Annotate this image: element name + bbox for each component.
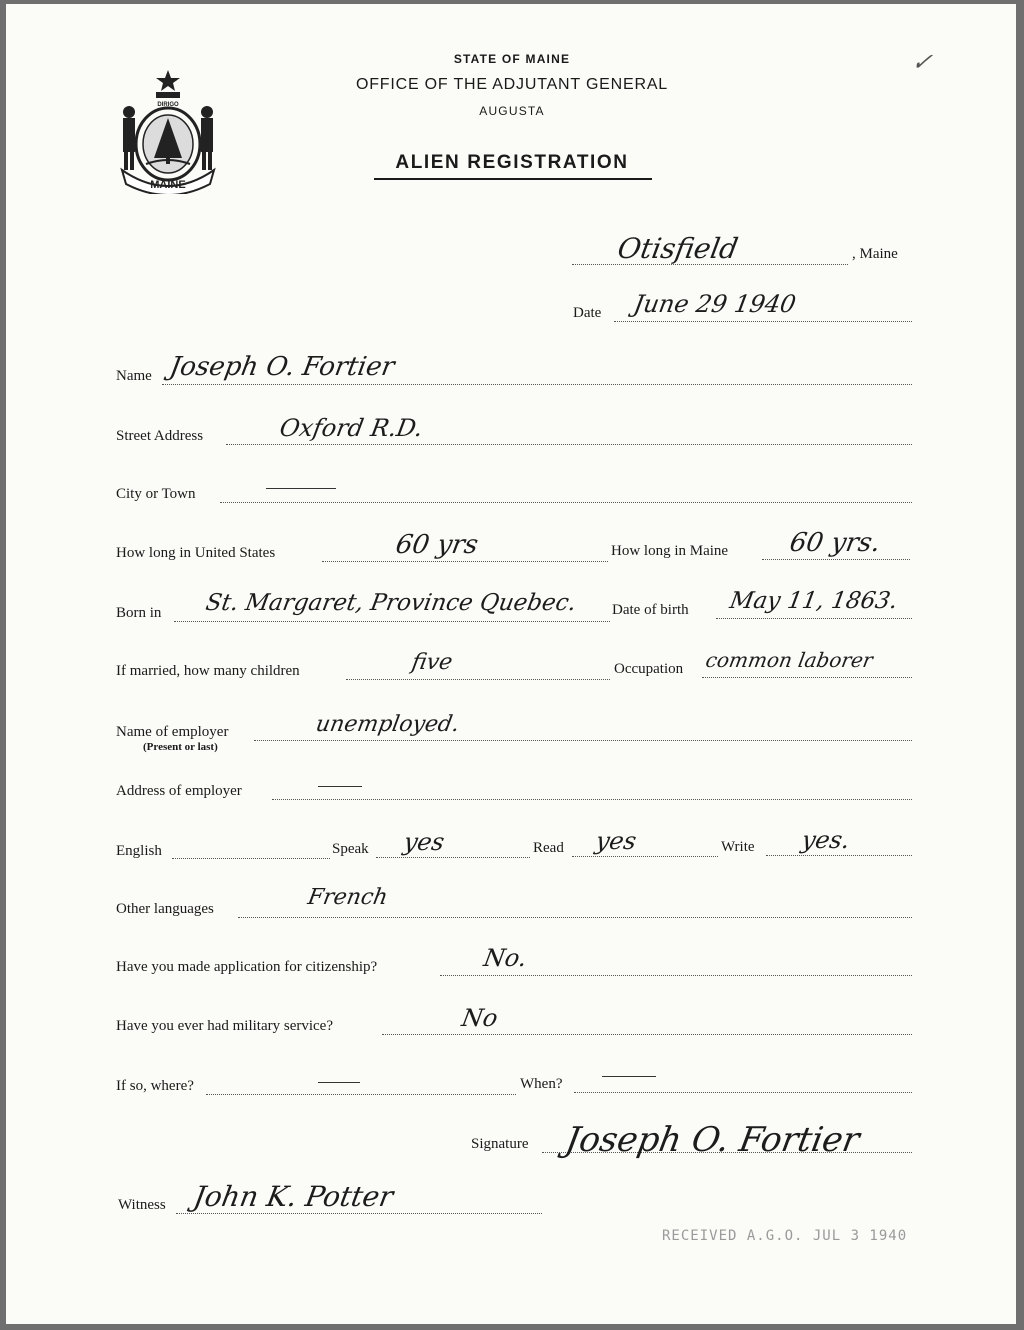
signature-label: Signature (471, 1136, 529, 1152)
street-value: Oxford R.D. (277, 414, 426, 442)
employer-value: unemployed. (313, 712, 462, 737)
birth-date-dots (716, 618, 912, 619)
read-value: yes (593, 827, 639, 855)
date-label: Date (573, 305, 602, 321)
born-in-value: St. Margaret, Province Quebec. (203, 590, 579, 616)
header-city: AUGUSTA (479, 104, 545, 118)
employer-address-dots (272, 799, 912, 800)
citizenship-dots (440, 975, 912, 976)
where-dash (318, 1082, 360, 1083)
children-label: If married, how many children (116, 663, 300, 679)
maine-duration-label: How long in Maine (611, 543, 729, 559)
birth-date-label: Date of birth (612, 602, 689, 618)
where-dots (206, 1094, 516, 1095)
military-label: Have you ever had military service? (116, 1018, 333, 1034)
when-label: When? (520, 1076, 563, 1092)
maine-duration-dots (762, 559, 910, 560)
check-mark: ✓ (909, 48, 935, 76)
born-in-label: Born in (116, 605, 162, 621)
other-languages-label: Other languages (116, 901, 214, 917)
where-label: If so, where? (116, 1078, 194, 1094)
street-dots (226, 444, 912, 445)
write-value: yes. (799, 826, 853, 854)
city-dots (220, 502, 912, 503)
military-dots (382, 1034, 912, 1035)
witness-dots (176, 1213, 542, 1214)
date-value: June 29 1940 (631, 290, 799, 318)
when-dash (602, 1076, 656, 1077)
date-dots (614, 321, 912, 322)
us-duration-label: How long in United States (116, 545, 276, 561)
english-dots (172, 858, 330, 859)
speak-label: Speak (332, 841, 369, 857)
witness-label: Witness (118, 1197, 166, 1213)
street-label: Street Address (116, 428, 204, 444)
birth-date-value: May 11, 1863. (727, 588, 900, 614)
place-suffix: , Maine (852, 246, 898, 262)
employer-dots (254, 740, 912, 741)
header-office: OFFICE OF THE ADJUTANT GENERAL (355, 76, 669, 93)
other-languages-value: French (305, 885, 390, 910)
born-in-dots (174, 621, 610, 622)
when-dots (574, 1092, 912, 1093)
employer-sublabel: (Present or last) (143, 741, 218, 753)
write-dots (766, 855, 912, 856)
occupation-dots (702, 677, 912, 678)
children-value: five (409, 650, 455, 675)
received-stamp: RECEIVED A.G.O. JUL 3 1940 (662, 1228, 908, 1244)
maine-duration-value: 60 yrs. (787, 528, 883, 558)
name-value: Joseph O. Fortier (167, 352, 397, 382)
title-underline (374, 178, 652, 180)
occupation-label: Occupation (614, 661, 684, 677)
employer-address-label: Address of employer (116, 783, 242, 799)
name-dots (162, 384, 912, 385)
us-duration-dots (322, 561, 608, 562)
occupation-value: common laborer (703, 648, 875, 672)
military-value: No (459, 1004, 500, 1032)
place-value: Otisfield (615, 232, 741, 265)
read-dots (572, 856, 718, 857)
citizenship-label: Have you made application for citizenship? (116, 959, 378, 975)
seal-text: MAINE (150, 179, 186, 191)
other-languages-dots (238, 917, 912, 918)
city-label: City or Town (116, 486, 196, 502)
witness-value: John K. Potter (191, 1180, 396, 1213)
speak-value: yes (401, 828, 447, 856)
write-label: Write (721, 839, 755, 855)
signature-value: Joseph O. Fortier (562, 1120, 863, 1160)
city-dash (266, 488, 336, 489)
children-dots (346, 679, 610, 680)
citizenship-value: No. (481, 944, 530, 972)
seal-motto: DIRIGO (157, 102, 179, 108)
speak-dots (376, 857, 530, 858)
read-label: Read (533, 840, 564, 856)
name-label: Name (116, 368, 152, 384)
us-duration-value: 60 yrs (393, 530, 481, 560)
employer-address-dash (318, 786, 362, 787)
english-label: English (116, 843, 162, 859)
form-title: ALIEN REGISTRATION (395, 152, 629, 173)
employer-label: Name of employer (116, 724, 229, 740)
header-state: STATE OF MAINE (453, 52, 571, 66)
